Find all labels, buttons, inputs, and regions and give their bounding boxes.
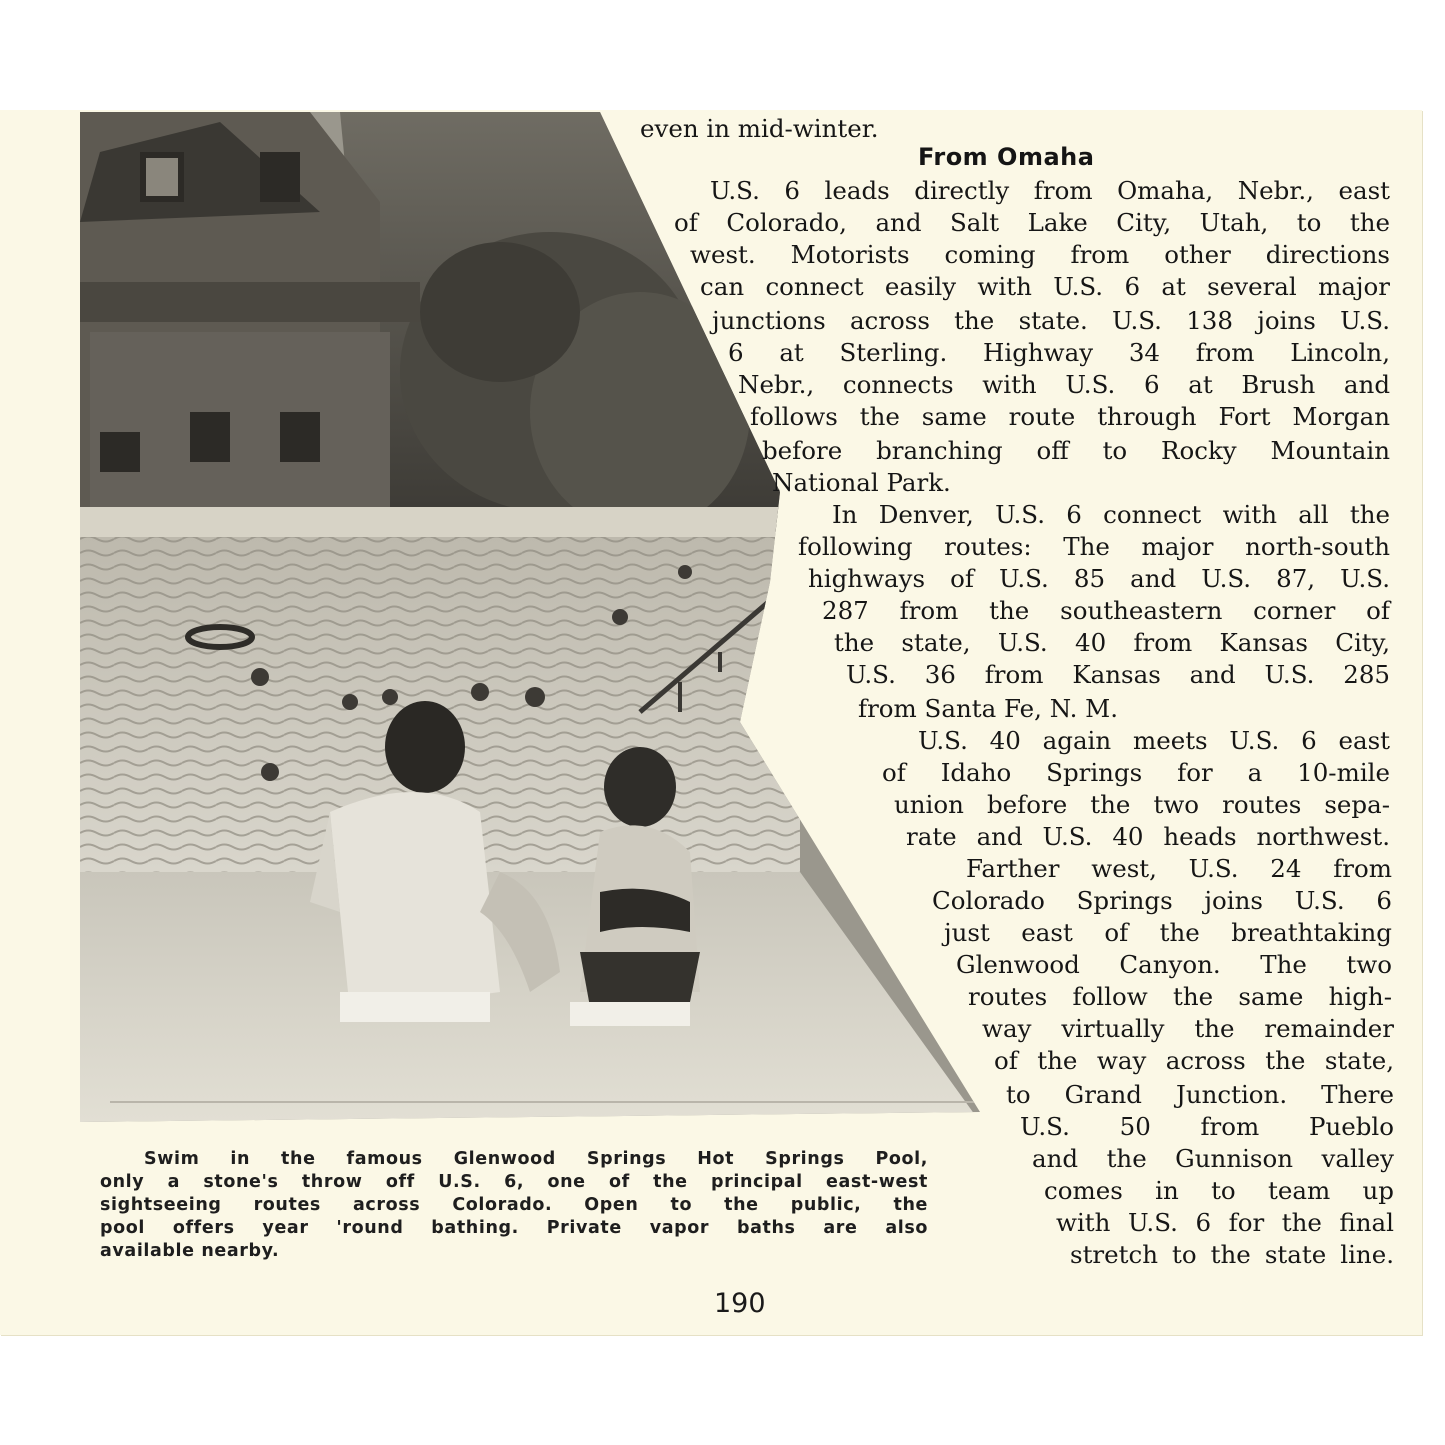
caption-line: only a stone's throw off U.S. 6, one of the principal east-west (100, 1172, 928, 1192)
caption-line: pool offers year 'round bathing. Private vapor baths are also (100, 1218, 928, 1238)
caption-line: available nearby. (100, 1241, 280, 1261)
text-line: follows the same route through Fort Morgan (750, 402, 1390, 431)
text-line: way virtually the remainder (982, 1014, 1394, 1043)
text-line: 6 at Sterling. Highway 34 from Lincoln, (728, 338, 1390, 367)
text-line: National Park. (772, 468, 951, 497)
text-line: comes in to team up (1044, 1176, 1394, 1205)
text-line: of Idaho Springs for a 10-mile (882, 758, 1390, 787)
text-line: of Colorado, and Salt Lake City, Utah, to the (674, 208, 1390, 237)
text-line: with U.S. 6 for the final (1056, 1208, 1394, 1237)
text-line: Farther west, U.S. 24 from (966, 854, 1392, 883)
text-line: can connect easily with U.S. 6 at several major (700, 272, 1390, 301)
text-line: 287 from the southeastern corner of (822, 596, 1390, 625)
text-line: junctions across the state. U.S. 138 joins U.S. (712, 306, 1390, 335)
text-line: from Santa Fe, N. M. (858, 694, 1119, 723)
text-line: Glenwood Canyon. The two (956, 950, 1392, 979)
photo-caption (100, 1148, 928, 1263)
caption-line: Swim in the famous Glenwood Springs Hot Springs Pool, (144, 1149, 928, 1169)
text-line: routes follow the same high- (968, 982, 1392, 1011)
text-line: union before the two routes sepa- (894, 790, 1390, 819)
text-line: stretch to the state line. (1070, 1240, 1394, 1269)
text-line: of the way across the state, (994, 1046, 1394, 1075)
text-line: and the Gunnison valley (1032, 1144, 1394, 1173)
text-line: following routes: The major north-south (798, 532, 1390, 561)
caption-line: sightseeing routes across Colorado. Open to the public, the (100, 1195, 928, 1215)
text-line: to Grand Junction. There (1006, 1080, 1394, 1109)
text-line: U.S. 40 again meets U.S. 6 east (918, 726, 1390, 755)
text-line: rate and U.S. 40 heads northwest. (906, 822, 1390, 851)
text-line: highways of U.S. 85 and U.S. 87, U.S. (808, 564, 1390, 593)
text-line: Nebr., connects with U.S. 6 at Brush and (738, 370, 1390, 399)
text-line: just east of the breathtaking (944, 918, 1392, 947)
text-line: even in mid-winter. (640, 114, 879, 143)
text-line: before branching off to Rocky Mountain (762, 436, 1390, 465)
text-line: the state, U.S. 40 from Kansas City, (834, 628, 1390, 657)
text-line: west. Motorists coming from other directions (690, 240, 1390, 269)
text-line: U.S. 50 from Pueblo (1020, 1112, 1394, 1141)
section-heading: From Omaha (918, 143, 1095, 171)
text-line: U.S. 6 leads directly from Omaha, Nebr., east (710, 176, 1390, 205)
text-line: U.S. 36 from Kansas and U.S. 285 (846, 660, 1390, 689)
page-number: 190 (714, 1288, 766, 1319)
text-line: Colorado Springs joins U.S. 6 (932, 886, 1392, 915)
text-line: In Denver, U.S. 6 connect with all the (832, 500, 1390, 529)
